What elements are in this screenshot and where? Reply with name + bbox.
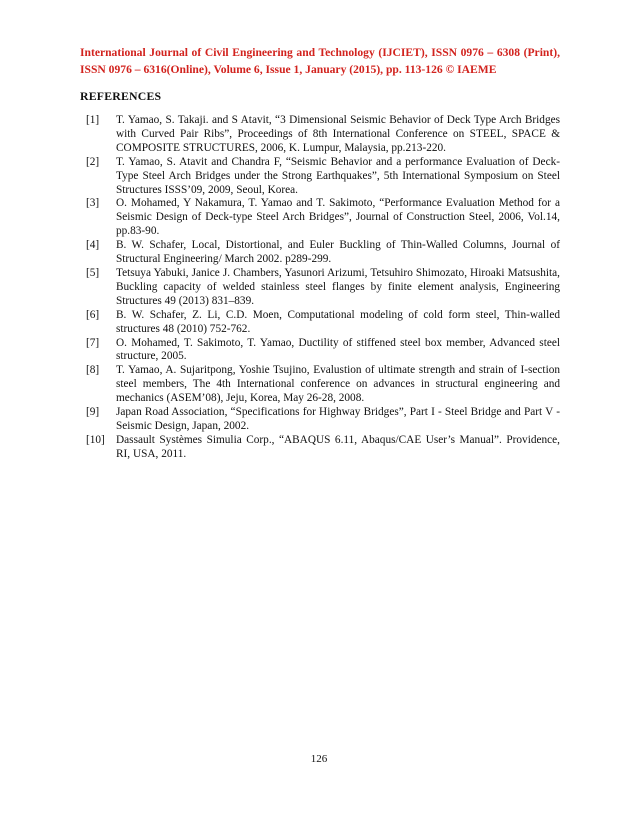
reference-item — [86, 434, 560, 462]
journal-header: International Journal of Civil Engineering and Technology (IJCIET), ISSN 0976 – 6308 (Print), ISSN 0976 – 6316(Online), Volume 6, Issue 1, January (2015), pp. 113-126 © IAEME — [80, 46, 560, 76]
reference-text: T. Yamao, A. Sujaritpong, Yoshie Tsujino, Evalustion of ultimate strength and strain of I-section steel members, The 4th International conference on advances in structural engineering and mechanics (ASEM’08), Jeju, Korea, May 26-28, 2008. — [116, 364, 560, 405]
reference-number: [2] — [86, 155, 100, 168]
reference-number: [1] — [86, 114, 100, 126]
references-heading: REFERENCES — [80, 89, 162, 103]
reference-number: [7] — [86, 336, 100, 349]
reference-text: B. W. Schafer, Local, Distortional, and Euler Buckling of Thin-Walled Columns, Journal of Structural Engineering/ March 2002. p289-299. — [116, 239, 560, 266]
reference-item — [86, 309, 560, 337]
reference-item — [86, 267, 560, 309]
reference-item — [86, 197, 560, 239]
page-number: 126 — [310, 753, 328, 765]
reference-number: [3] — [86, 197, 100, 210]
reference-text: B. W. Schafer, Z. Li, C.D. Moen, Computational modeling of cold form steel, Thin-walled structures 48 (2010) 752-762. — [116, 308, 560, 335]
reference-number: [8] — [86, 364, 100, 377]
reference-item — [86, 239, 560, 267]
reference-text: Japan Road Association, “Specifications for Highway Bridges”, Part I - Steel Bridge and Part V - Seismic Design, Japan, 2002. — [116, 406, 560, 432]
reference-item — [86, 337, 560, 365]
reference-item — [86, 364, 560, 406]
reference-number: [9] — [86, 406, 100, 419]
reference-number: [5] — [86, 266, 100, 279]
reference-text: Dassault Systèmes Simulia Corp., “ABAQUS 6.11, Abaqus/CAE User’s Manual”. Providence, RI, USA, 2011. — [116, 433, 560, 460]
reference-number: [4] — [86, 239, 100, 252]
reference-text: O. Mohamed, Y Nakamura, T. Yamao and T. Sakimoto, “Performance Evaluation Method for a Seismic Design of Deck-type Steel Arch Bridges”, Journal of Construction Steel, 2006, Vol.14, pp.83-90. — [116, 197, 560, 238]
reference-text: O. Mohamed, T. Sakimoto, T. Yamao, Ductility of stiffened steel box member, Advanced steel structure, 2005. — [116, 336, 560, 363]
reference-number: [10] — [86, 433, 105, 446]
reference-item — [86, 406, 560, 434]
reference-item — [86, 114, 560, 156]
references-list — [86, 114, 560, 462]
reference-text: Tetsuya Yabuki, Janice J. Chambers, Yasunori Arizumi, Tetsuhiro Shimozato, Hiroaki Matsushita, Buckling capacity of welded stainless steel flanges by finite element analysis, Engineering Structures 49 (2013) 831–839. — [116, 266, 560, 307]
reference-number: [6] — [86, 308, 100, 321]
reference-item — [86, 156, 560, 198]
reference-text: T. Yamao, S. Takaji. and S Atavit, “3 Dimensional Seismic Behavior of Deck Type Arch Bridges with Curved Pair Ribs”, Proceedings of 8th International Conference on STEEL, SPACE & COMPOSITE STRUCTURES, 2006, K. Lumpur, Malaysia, pp.213-220. — [116, 114, 560, 154]
reference-text: T. Yamao, S. Atavit and Chandra F, “Seismic Behavior and a performance Evaluation of Deck-Type Steel Arch Bridges under the Strong Earthquakes”, 5th International Symposium on Steel Structures ISSS’09, 2009, Seoul, Korea. — [116, 155, 560, 196]
